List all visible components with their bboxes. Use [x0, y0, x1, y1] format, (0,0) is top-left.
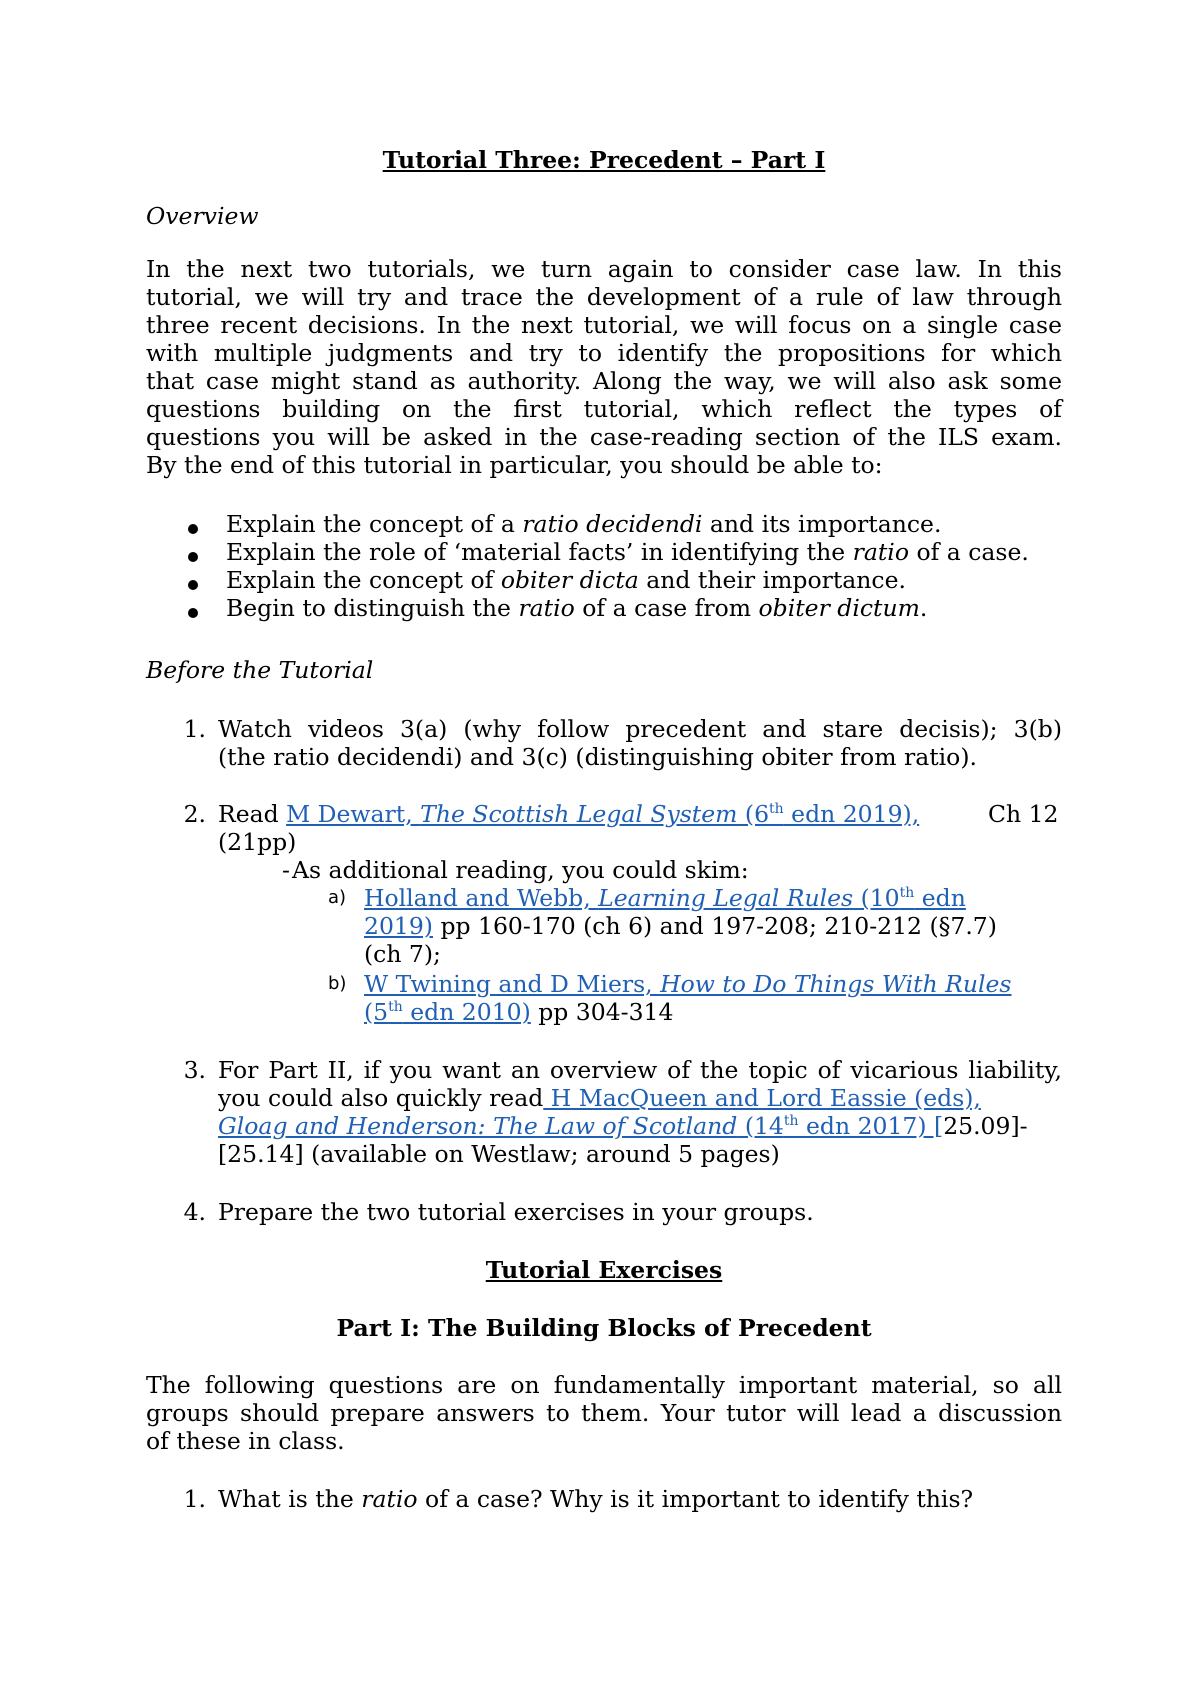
list-item-text: 2019) pp 160-170 (ch 6) and 197-208; 210-212 (§7.7) [364, 912, 997, 940]
additional-reading-label: As additional reading, you could skim: [292, 856, 749, 884]
bullet-icon [188, 524, 198, 534]
objective-item: Explain the concept of obiter dicta and their importance. [226, 566, 906, 594]
gloag-henderson-edition-link[interactable]: (14th edn 2017) [ [737, 1112, 944, 1140]
list-item-text: [25.14] (available on Westlaw; around 5 pages) [218, 1140, 780, 1168]
list-item-text: (21pp) [218, 828, 297, 856]
part-heading: Part I: The Building Blocks of Precedent [336, 1314, 872, 1342]
list-item-text: you could also quickly read H MacQueen and Lord Eassie (eds), [218, 1084, 981, 1112]
overview-heading: Overview [146, 202, 259, 230]
sublist-label: a) [328, 887, 347, 908]
gloag-henderson-link[interactable]: Gloag and Henderson: The Law of Scotland [218, 1112, 738, 1140]
list-item-text: Read M Dewart, The Scottish Legal System (6th edn 2019), [218, 800, 920, 828]
list-item-text: Prepare the two tutorial exercises in your groups. [218, 1198, 814, 1226]
list-item-text: (the ratio decidendi) and 3(c) (distinguishing obiter from ratio). [218, 743, 977, 771]
bullet-icon [188, 608, 198, 618]
list-item-text: (5th edn 2010) pp 304-314 [364, 998, 674, 1026]
list-item-text: Gloag and Henderson: The Law of Scotland (14th edn 2017) [25.09]- [218, 1112, 1028, 1140]
overview-line: In the next two tutorials, we turn again to consider case law. In this [146, 255, 1062, 283]
list-number: 1. [183, 715, 206, 743]
overview-line: with multiple judgments and try to identify the propositions for which [146, 339, 1062, 367]
overview-line: By the end of this tutorial in particular, you should be able to: [146, 451, 883, 479]
bullet-icon [188, 580, 198, 590]
dash-marker: - [282, 856, 290, 884]
objective-item: Explain the concept of a ratio decidendi and its importance. [226, 510, 942, 538]
question-item: What is the ratio of a case? Why is it important to identify this? [218, 1485, 974, 1513]
exercises-intro-line: of these in class. [146, 1427, 345, 1455]
holland-webb-link[interactable]: Holland and Webb, Learning Legal Rules (10th edn [364, 884, 966, 912]
list-item-text: (ch 7); [364, 940, 441, 968]
list-number: 1. [183, 1485, 206, 1513]
macqueen-eassie-link[interactable]: H MacQueen and Lord Eassie (eds), [543, 1084, 981, 1112]
list-number: 3. [183, 1056, 206, 1084]
overview-line: questions building on the first tutorial, which reflect the types of [146, 395, 1062, 423]
list-item-text: Ch 12 [988, 800, 1059, 828]
list-number: 4. [183, 1198, 206, 1226]
overview-line: that case might stand as authority. Along the way, we will also ask some [146, 367, 1062, 395]
list-item-text: For Part II, if you want an overview of the topic of vicarious liability, [218, 1056, 1062, 1084]
bullet-icon [188, 552, 198, 562]
twining-miers-link[interactable]: W Twining and D Miers, How to Do Things With Rules [364, 970, 1012, 998]
dewart-link[interactable]: M Dewart, The Scottish Legal System (6th edn 2019), [286, 800, 920, 828]
sublist-label: b) [328, 973, 347, 994]
overview-line: questions you will be asked in the case-reading section of the ILS exam. [146, 423, 1062, 451]
list-item-text: Watch videos 3(a) (why follow precedent and stare decisis); 3(b) [218, 715, 1062, 743]
exercises-intro-line: The following questions are on fundamentally important material, so all [146, 1371, 1062, 1399]
list-number: 2. [183, 800, 206, 828]
objective-item: Begin to distinguish the ratio of a case from obiter dictum. [226, 594, 928, 622]
before-heading: Before the Tutorial [146, 656, 374, 684]
holland-webb-link-year[interactable]: 2019) [364, 912, 433, 940]
overview-line: three recent decisions. In the next tutorial, we will focus on a single case [146, 311, 1062, 339]
twining-miers-link-edition[interactable]: (5th edn 2010) [364, 998, 531, 1026]
exercises-heading: Tutorial Exercises [485, 1256, 723, 1284]
objective-item: Explain the role of ‘material facts’ in identifying the ratio of a case. [226, 538, 1029, 566]
exercises-intro-line: groups should prepare answers to them. Your tutor will lead a discussion [146, 1399, 1062, 1427]
document-title: Tutorial Three: Precedent – Part I [382, 146, 826, 174]
overview-line: tutorial, we will try and trace the development of a rule of law through [146, 283, 1062, 311]
